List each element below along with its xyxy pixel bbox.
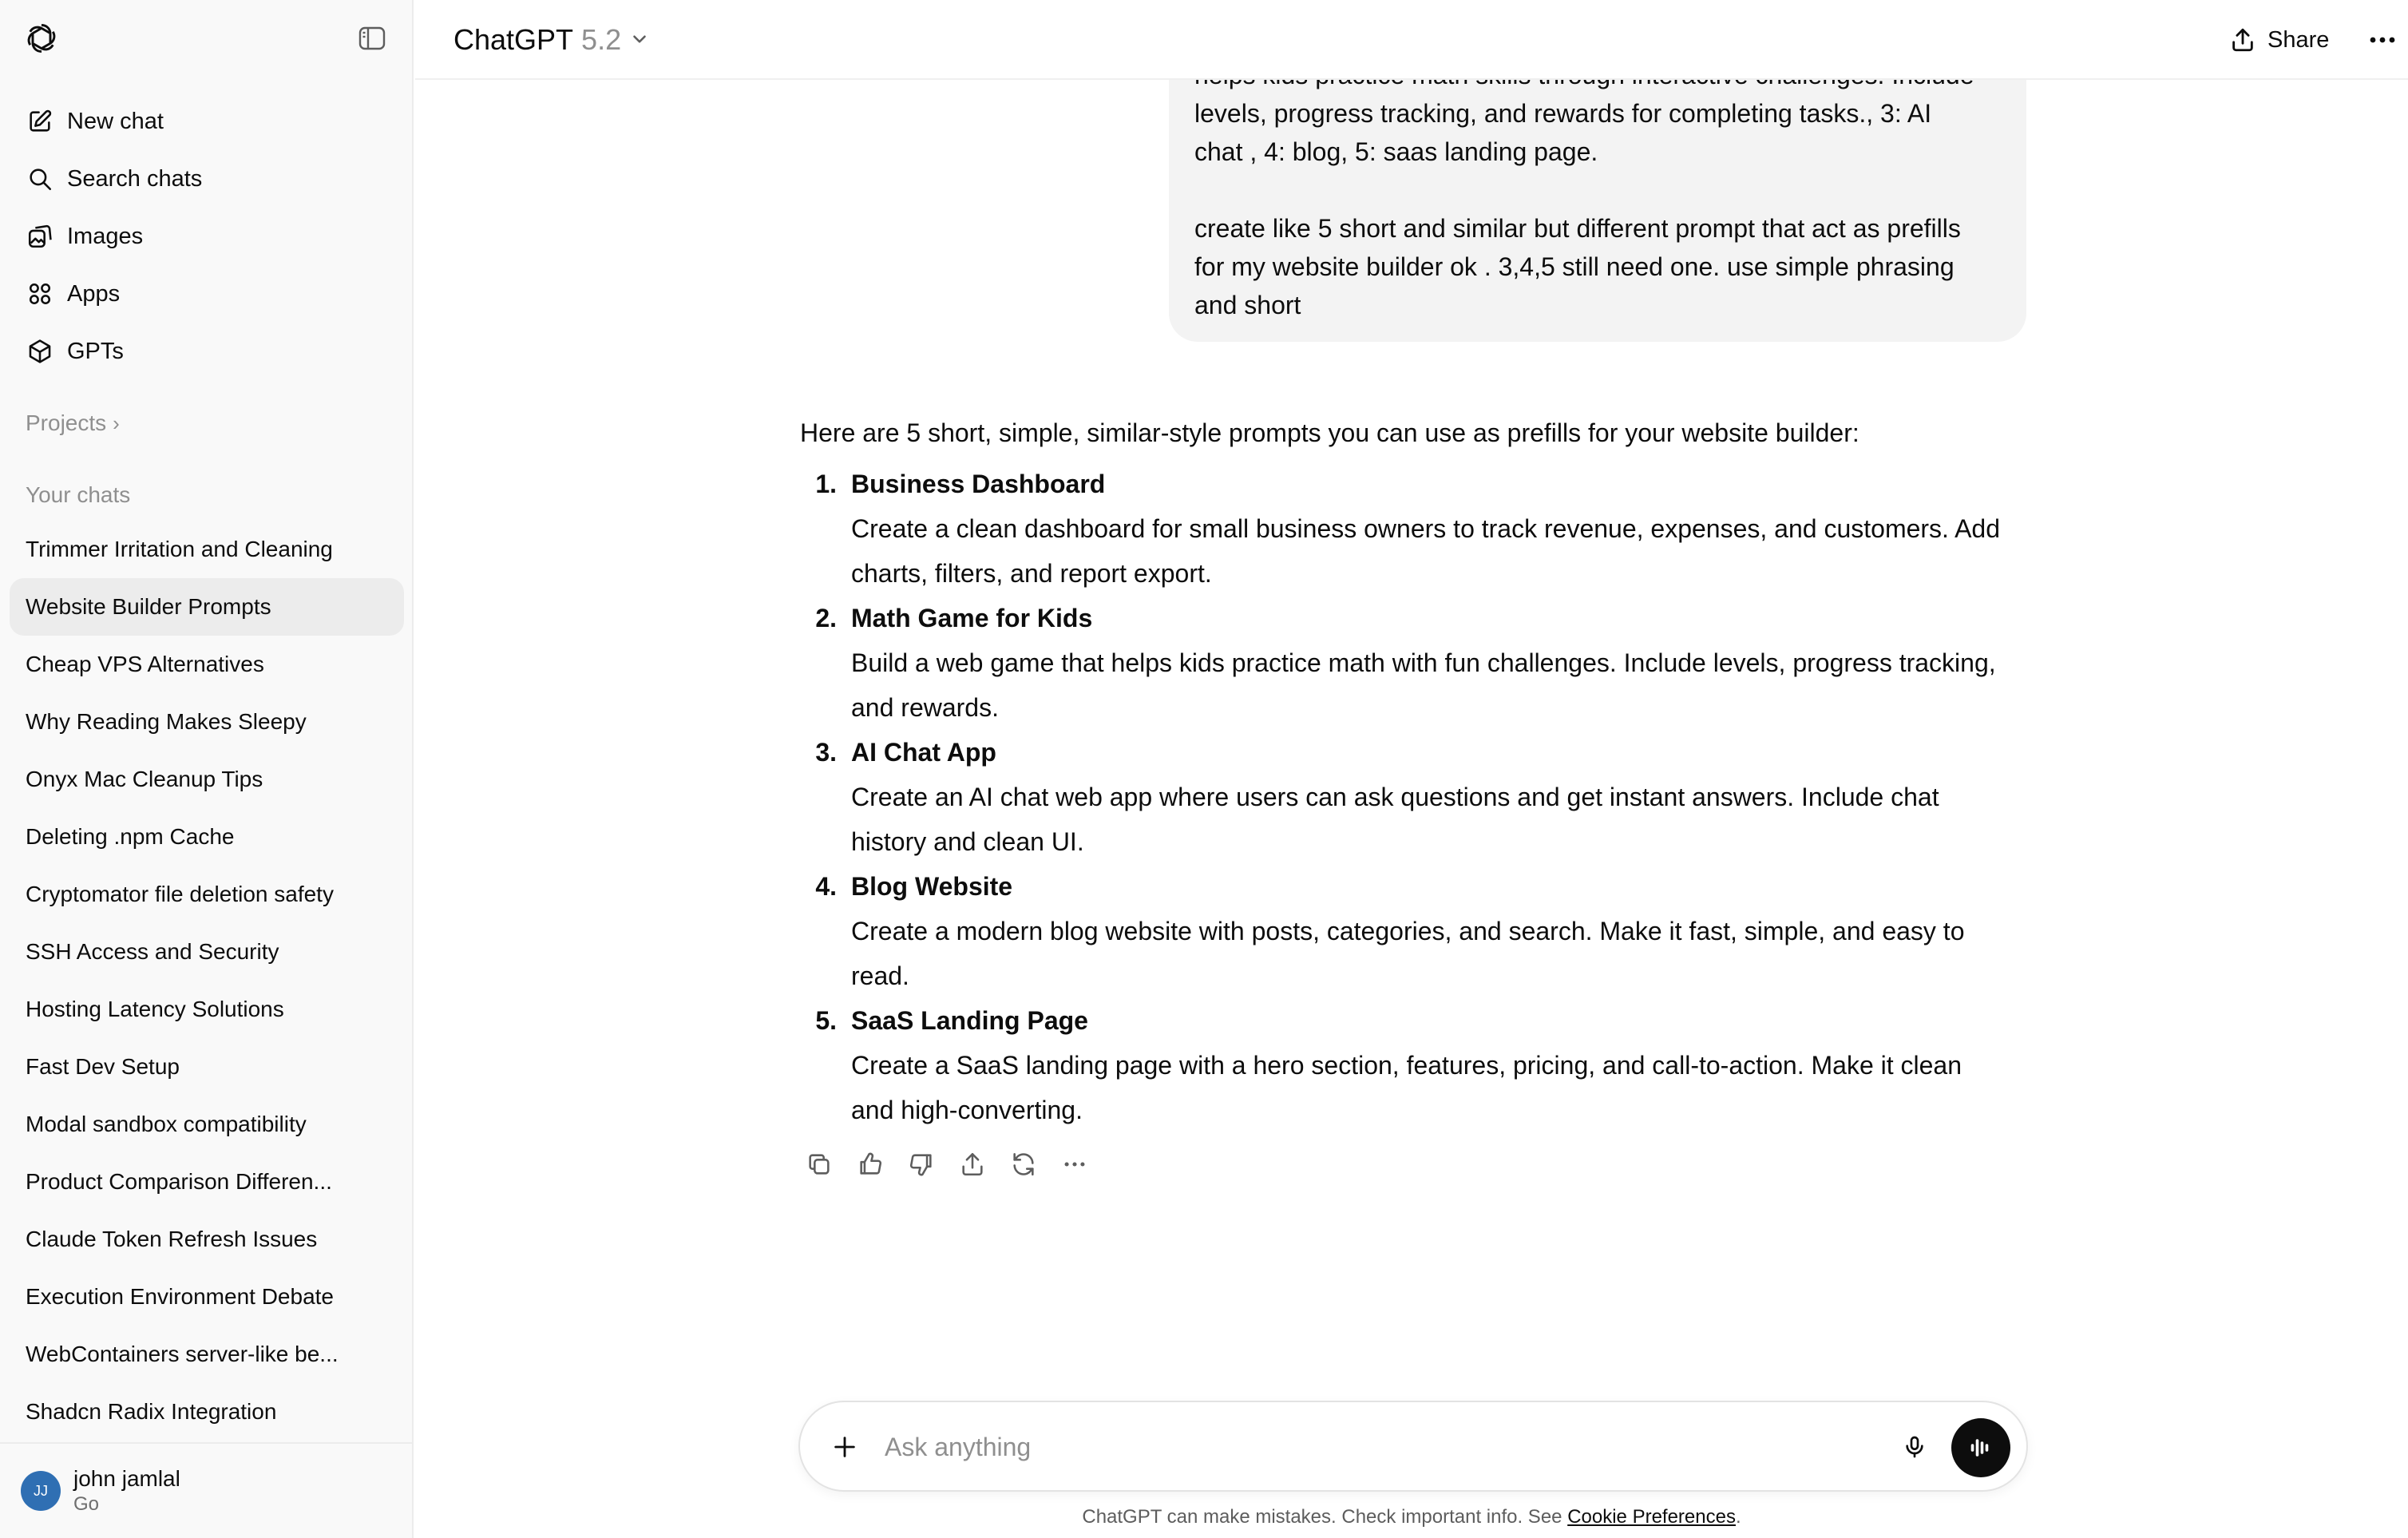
assistant-intro: Here are 5 short, simple, similar-style prompts you can use as prefills for your website builder:: [800, 418, 1859, 447]
user-message-line: create like 5 short and similar but different prompt that act as prefills: [1194, 214, 1961, 243]
list-item: [800, 864, 2030, 998]
list-item-text: and rewards.: [851, 693, 999, 722]
apps-icon: [26, 279, 54, 308]
chat-item[interactable]: Deleting .npm Cache: [26, 824, 235, 849]
user-profile-button[interactable]: [0, 1442, 412, 1538]
projects-label: Projects: [26, 410, 107, 435]
chat-item[interactable]: Claude Token Refresh Issues: [26, 1227, 318, 1251]
list-number: 5.: [815, 1006, 837, 1035]
gpts-button[interactable]: [10, 326, 404, 377]
gpts-label: GPTs: [67, 338, 124, 364]
chevron-down-icon: [629, 23, 650, 57]
new-chat-button[interactable]: [10, 96, 404, 147]
list-item-text: Create a SaaS landing page with a hero section, features, pricing, and call-to-action. Make it clean: [851, 1051, 1962, 1080]
regenerate-icon[interactable]: [1003, 1144, 1044, 1185]
list-item-title: Blog Website: [851, 872, 1013, 901]
thumbs-down-icon[interactable]: [901, 1144, 942, 1185]
list-item-text: read.: [851, 961, 909, 990]
share-label: Share: [2267, 26, 2330, 53]
list-item: [800, 596, 2030, 730]
list-number: 2.: [815, 604, 837, 632]
microphone-icon[interactable]: [1892, 1425, 1937, 1469]
share-button[interactable]: [2216, 18, 2342, 62]
list-item: [800, 730, 2030, 864]
images-button[interactable]: [10, 211, 404, 262]
chat-item[interactable]: SSH Access and Security: [26, 939, 279, 964]
chat-item[interactable]: Execution Environment Debate: [26, 1284, 334, 1309]
share-icon: [2229, 26, 2256, 54]
chat-item[interactable]: Why Reading Makes Sleepy: [26, 709, 307, 734]
list-number: 3.: [815, 738, 837, 767]
search-chats-button[interactable]: [10, 153, 404, 204]
chat-list: [10, 521, 404, 1441]
thumbs-up-icon[interactable]: [850, 1144, 891, 1185]
user-message-line: levels, progress tracking, and rewards for completing tasks., 3: AI: [1194, 99, 1932, 128]
model-name: ChatGPT: [453, 23, 574, 56]
user-message-line: chat , 4: blog, 5: saas landing page.: [1194, 137, 1598, 166]
chat-item[interactable]: Cryptomator file deletion safety: [26, 882, 334, 906]
chat-item[interactable]: Trimmer Irritation and Cleaning: [26, 537, 333, 561]
chevron-right-icon: ›: [113, 410, 120, 435]
chat-item[interactable]: Shadcn Radix Integration: [26, 1399, 277, 1424]
cookie-preferences-link[interactable]: Cookie Preferences: [1567, 1506, 1736, 1528]
gpts-icon: [26, 337, 54, 366]
model-selector[interactable]: [444, 18, 659, 62]
copy-icon[interactable]: [798, 1144, 840, 1185]
user-message-line: for my website builder ok . 3,4,5 still need one. use simple phrasing: [1194, 252, 1955, 281]
list-item-title: Business Dashboard: [851, 470, 1106, 498]
list-item: [800, 462, 2030, 596]
chat-item[interactable]: Hosting Latency Solutions: [26, 997, 284, 1021]
sidebar-toggle-icon[interactable]: [356, 24, 388, 53]
new-chat-label: New chat: [67, 108, 164, 134]
your-chats-heading: [26, 482, 130, 508]
openai-logo-icon[interactable]: [24, 21, 59, 56]
disclaimer-end: .: [1735, 1506, 1741, 1528]
chat-item[interactable]: Cheap VPS Alternatives: [26, 652, 264, 676]
top-header: [415, 0, 2408, 80]
disclaimer-text: ChatGPT can make mistakes. Check important info. See: [1082, 1506, 1568, 1528]
assistant-message: [800, 410, 2030, 1132]
chat-item[interactable]: Product Comparison Differen...: [26, 1169, 332, 1194]
voice-mode-button[interactable]: [1951, 1418, 2010, 1477]
message-actions: [798, 1144, 1105, 1185]
user-message-line: and short: [1194, 291, 1301, 319]
apps-button[interactable]: [10, 268, 404, 319]
list-item-title: AI Chat App: [851, 738, 996, 767]
list-item-text: Create an AI chat web app where users can ask questions and get instant answers. Include chat: [851, 783, 1939, 811]
user-name: john jamlal: [73, 1466, 180, 1491]
model-version: 5.2: [581, 23, 622, 56]
list-item-text: history and clean UI.: [851, 827, 1084, 856]
chat-item[interactable]: Fast Dev Setup: [26, 1054, 180, 1079]
add-attachment-icon[interactable]: [822, 1425, 867, 1469]
avatar: JJ: [21, 1471, 61, 1511]
more-options-icon[interactable]: [2360, 18, 2405, 62]
list-item-title: Math Game for Kids: [851, 604, 1093, 632]
more-icon[interactable]: [1054, 1144, 1095, 1185]
images-icon: [26, 222, 54, 251]
list-item-text: charts, filters, and report export.: [851, 559, 1212, 588]
chat-item[interactable]: WebContainers server-like be...: [26, 1342, 339, 1366]
list-item: [800, 998, 2030, 1132]
share-icon[interactable]: [952, 1144, 993, 1185]
list-number: 1.: [815, 470, 837, 498]
list-item-title: SaaS Landing Page: [851, 1006, 1088, 1035]
search-icon: [26, 165, 54, 193]
list-item-text: Create a clean dashboard for small business owners to track revenue, expenses, and customers. Add: [851, 514, 2000, 543]
sidebar: [0, 0, 414, 1538]
list-number: 4.: [815, 872, 837, 901]
chat-item[interactable]: Onyx Mac Cleanup Tips: [26, 767, 263, 791]
apps-label: Apps: [67, 280, 121, 307]
ask-input[interactable]: [885, 1423, 1843, 1471]
composer: [798, 1401, 2028, 1492]
new-chat-icon: [26, 107, 54, 136]
your-chats-label: Your chats: [26, 482, 131, 507]
chat-item[interactable]: Modal sandbox compatibility: [26, 1112, 307, 1136]
list-item-text: and high-converting.: [851, 1096, 1083, 1124]
voice-waveform-icon: [1966, 1433, 1995, 1462]
disclaimer: [415, 1501, 2408, 1533]
chat-item-active[interactable]: Website Builder Prompts: [10, 578, 404, 636]
list-item-text: Create a modern blog website with posts, categories, and search. Make it fast, simple, and easy to: [851, 917, 1965, 945]
images-label: Images: [67, 223, 144, 249]
list-item-text: Build a web game that helps kids practice math with fun challenges. Include levels, progress tracking,: [851, 648, 1996, 677]
search-chats-label: Search chats: [67, 165, 203, 192]
projects-section[interactable]: [26, 410, 120, 436]
user-plan: Go: [73, 1493, 100, 1515]
